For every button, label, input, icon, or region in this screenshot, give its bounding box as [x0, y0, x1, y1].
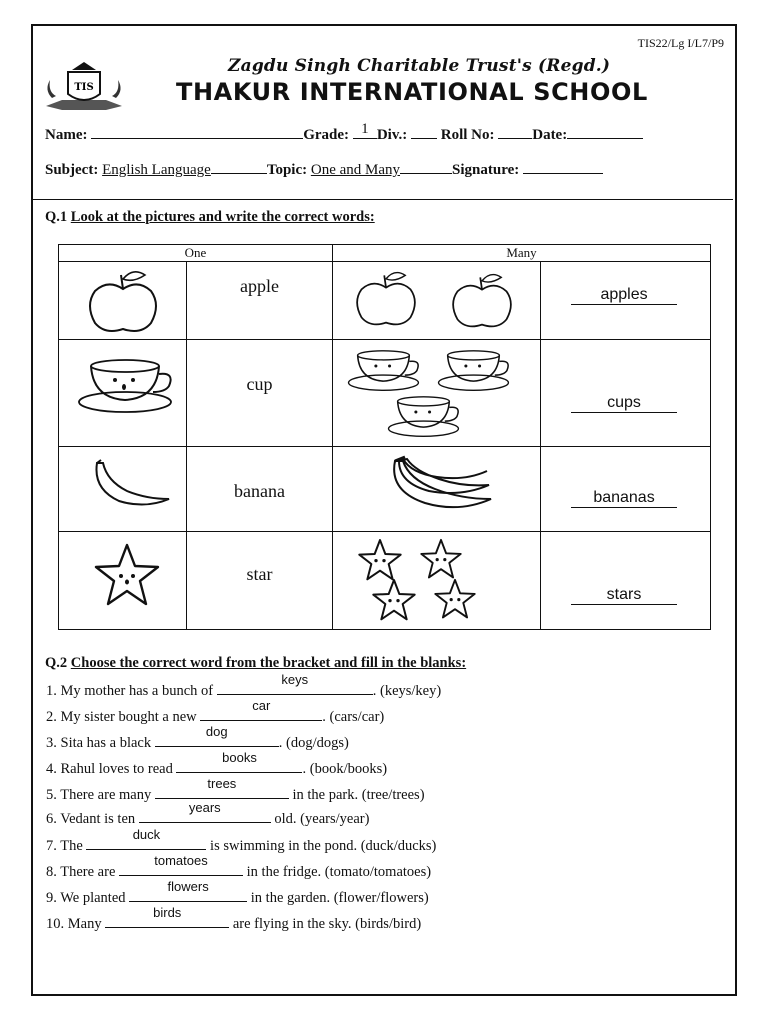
q1-title: Look at the pictures and write the correct words: [70, 209, 375, 225]
subject-value: English Language [102, 162, 211, 178]
star-icon [371, 578, 417, 622]
bananas-answer-cell[interactable] [541, 447, 711, 532]
roll-label: Roll No: [440, 127, 495, 143]
grade-label: Grade: [303, 127, 350, 143]
star-word-cell [187, 532, 333, 630]
answer-blank[interactable]: books [176, 758, 302, 773]
cups-answer-cell[interactable] [541, 340, 711, 447]
word-cup: cup [246, 374, 273, 394]
list-item: 10. Many birds are flying in the sky. (birds/bird) [46, 905, 422, 932]
banana-picture-cell [59, 447, 187, 532]
topic-label: Topic: [266, 162, 308, 178]
stars-picture-cell [333, 532, 541, 630]
answer-stars: stars [571, 586, 677, 605]
date-label: Date: [532, 127, 568, 143]
star-icon [419, 538, 463, 580]
div-blank[interactable] [411, 124, 437, 139]
answer-blank[interactable]: dog [155, 732, 279, 747]
cups-picture-cell [333, 340, 541, 447]
cup-icon [347, 346, 423, 392]
answer-blank[interactable]: years [139, 808, 271, 823]
answer-blank[interactable]: duck [86, 835, 206, 850]
roll-blank[interactable] [498, 124, 532, 139]
answer-blank[interactable]: keys [217, 680, 373, 695]
list-item: 4. Rahul loves to read books . (book/books) [46, 750, 388, 777]
grade-blank[interactable] [353, 121, 377, 139]
subject-label: Subject: [45, 162, 99, 178]
cup-icon [387, 392, 463, 438]
one-many-table [58, 244, 711, 630]
q2-heading [45, 655, 466, 672]
star-picture-cell [59, 532, 187, 630]
list-item: 1. My mother has a bunch of keys . (keys/key) [46, 672, 442, 699]
header-divider [31, 199, 733, 200]
banana-word-cell [187, 447, 333, 532]
document-code: TIS22/Lg I/L7/P9 [637, 36, 724, 50]
answer-cups: cups [571, 394, 677, 413]
answer-bananas: bananas [571, 489, 677, 508]
apple-icon [83, 267, 163, 337]
apple-icon [447, 269, 517, 333]
answer-blank[interactable]: tomatoes [119, 861, 243, 876]
signature-blank[interactable] [523, 159, 603, 174]
banana-icon [89, 459, 173, 511]
word-star: star [246, 564, 273, 584]
school-name: THAKUR INTERNATIONAL SCHOOL [176, 78, 648, 106]
list-item: 8. There are tomatoes in the fridge. (tomato/tomatoes) [46, 853, 432, 880]
answer-blank[interactable]: trees [155, 784, 289, 799]
star-icon [433, 578, 477, 620]
cup-icon [437, 346, 513, 392]
star-icon [357, 538, 403, 582]
q1-heading [45, 209, 375, 226]
apple-icon [351, 267, 421, 331]
answer-apples: apples [571, 286, 677, 305]
signature-label: Signature: [452, 162, 520, 178]
apples-picture-cell [333, 262, 541, 340]
cup-word-cell [187, 340, 333, 447]
school-logo [44, 60, 124, 116]
cup-icon [77, 354, 177, 414]
date-blank[interactable] [567, 124, 643, 139]
apples-answer-cell[interactable] [541, 262, 711, 340]
student-info-row [45, 121, 643, 144]
trust-name: Zagdu Singh Charitable Trust's (Regd.) [228, 56, 611, 76]
subject-info-row [45, 159, 603, 179]
name-blank[interactable] [91, 124, 303, 139]
answer-blank[interactable]: birds [105, 913, 229, 928]
answer-blank[interactable]: car [200, 706, 322, 721]
list-item: 2. My sister bought a new car . (cars/car) [46, 698, 385, 725]
cup-picture-cell [59, 340, 187, 447]
bananas-icon [385, 455, 495, 517]
word-banana: banana [234, 481, 285, 501]
topic-value: One and Many [310, 162, 401, 178]
list-item: 6. Vedant is ten years old. (years/year) [46, 800, 370, 827]
subject-blank [211, 159, 267, 174]
q2-title: Choose the correct word from the bracket and fill in the blanks: [70, 655, 467, 671]
list-item: 3. Sita has a black dog . (dog/dogs) [46, 724, 349, 751]
apple-picture-cell [59, 262, 187, 340]
header-many: Many [333, 245, 711, 262]
q1-number: Q.1 [45, 209, 68, 225]
topic-blank [400, 159, 452, 174]
q2-number: Q.2 [45, 655, 68, 671]
header-one: One [59, 245, 333, 262]
name-label: Name: [45, 127, 88, 143]
grade-value: 1 [361, 121, 369, 137]
answer-blank[interactable]: flowers [129, 887, 247, 902]
star-icon [93, 542, 161, 608]
apple-word-cell [187, 262, 333, 340]
list-item: 5. There are many trees in the park. (tree/trees) [46, 776, 425, 803]
stars-answer-cell[interactable] [541, 532, 711, 630]
list-item: 9. We planted flowers in the garden. (flower/flowers) [46, 879, 429, 906]
list-item: 7. The duck is swimming in the pond. (duck/ducks) [46, 827, 437, 854]
logo-text: TIS [74, 82, 94, 93]
bananas-picture-cell [333, 447, 541, 532]
div-label: Div.: [376, 127, 408, 143]
word-apple: apple [240, 276, 279, 296]
